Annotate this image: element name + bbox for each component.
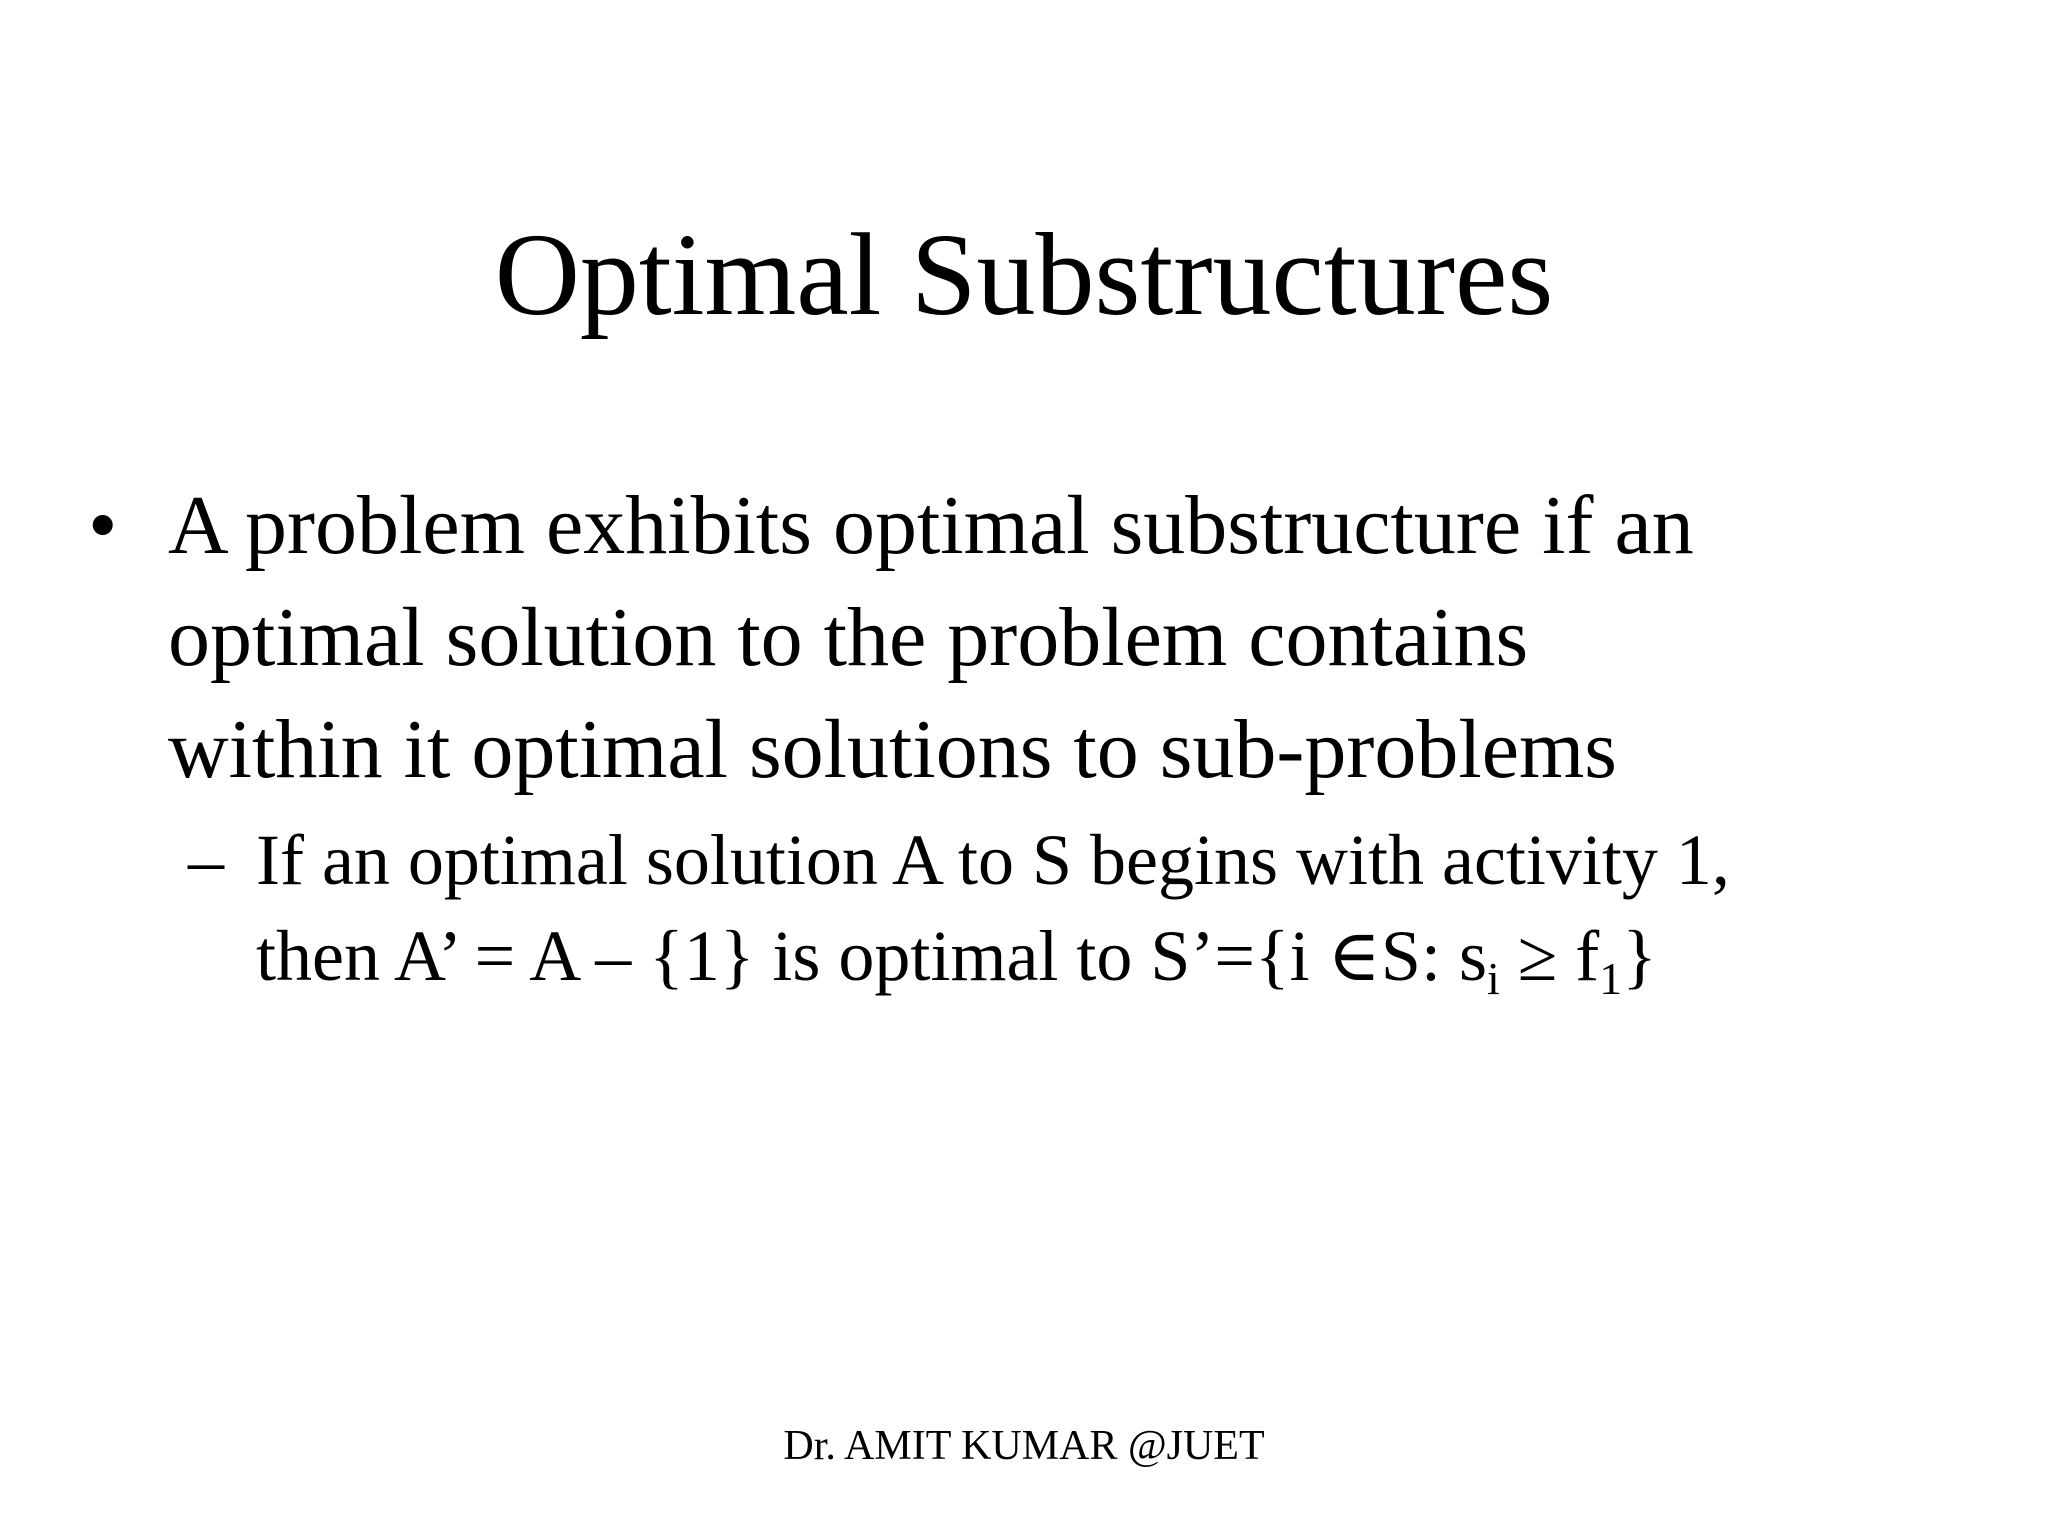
subscript-1: 1	[1599, 952, 1623, 1004]
formula-text-middle: ≥ f	[1499, 916, 1600, 996]
bullet-marker: •	[88, 479, 118, 572]
slide-title: Optimal Substructures	[494, 209, 1554, 340]
sub-bullet-text	[256, 812, 1996, 1004]
formula-text-after: }	[1622, 916, 1657, 996]
bullet-line-2: optimal solution to the problem contains	[168, 591, 1529, 684]
bullet-line-3: within it optimal solutions to sub-problems	[168, 703, 1617, 796]
bullet-text	[168, 470, 1988, 806]
sub-bullet-line-2	[256, 908, 1996, 1004]
slide-footer: Dr. AMIT KUMAR @JUET	[783, 1423, 1265, 1469]
sub-bullet-marker: –	[188, 820, 224, 900]
subscript-i: i	[1486, 952, 1500, 1004]
bullet-line-1: A problem exhibits optimal substructure if an	[168, 479, 1694, 572]
formula-text-before: then A’ = A – {1} is optimal to S’={i ∈S: s	[256, 916, 1487, 996]
sub-bullet-line-1: If an optimal solution A to S begins with activity 1,	[256, 820, 1730, 900]
